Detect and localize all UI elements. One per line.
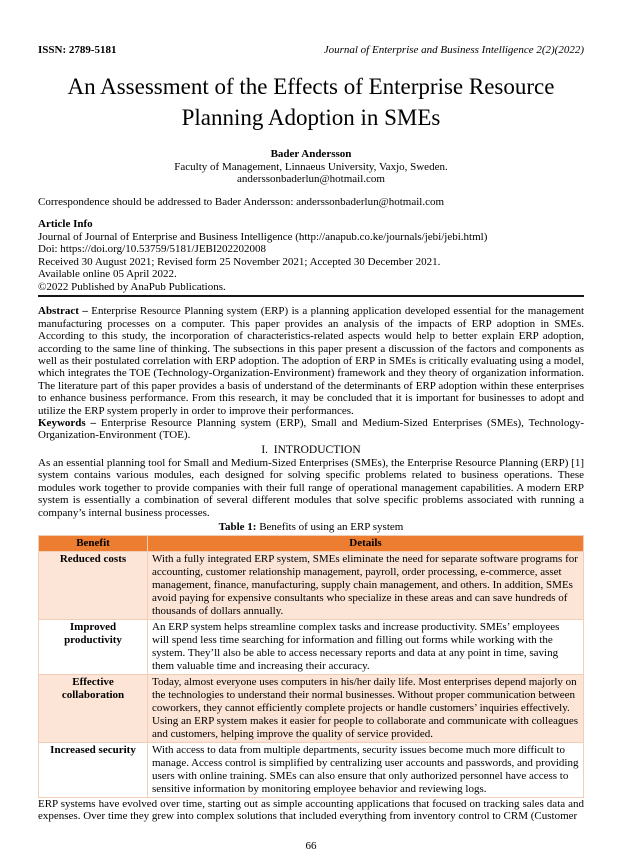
article-info-received-line: Received 30 August 2021; Revised form 25 November 2021; Accepted 30 December 2021.: [38, 255, 441, 268]
section-heading-introduction: I. INTRODUCTION: [261, 443, 361, 456]
separator-rule: [38, 295, 584, 297]
table-header-row: [39, 535, 584, 551]
journal-name: Journal of Enterprise and Business Intelligence 2(2)(2022): [323, 44, 584, 56]
page-number: 66: [305, 840, 317, 852]
benefit-cell: Improved productivity: [39, 619, 148, 674]
keywords-paragraph: [38, 417, 584, 442]
article-info-journal-line: Journal of Journal of Enterprise and Business Intelligence (http://anapub.co.ke/journals/jebi/jebi.html): [38, 230, 488, 243]
abstract-text: Enterprise Resource Planning system (ERP) is a planning application developed essential for the management manufacturing processes on a computer. This paper provides an analysis of the impacts of ERP adoption in SMEs. According to this study, the incorporation of characteristics-related aspects would help to better explain ERP adoption, according to the same line of thinking. The subsections in this paper present a discussion of the factors and components as well as their postulated correlation with ERP adoption. The adoption of ERP in SMEs is critically evaluating using a model, which integrates the TOE (Technology-Organization-Environment) framework and they theory of organization information. The literature part of this paper provides a basis of understand of the determinants of ERP adoption within these enterprises to enhance business performance. From this research, it may be concluded that it is important for businesses to adopt and utilize the ERP system properly in order to improve their performances.: [38, 305, 585, 417]
intro-paragraph: As an essential planning tool for Small and Medium-Sized Enterprises (SMEs), the Enterprise Resource Planning (ERP) [1] system contains various modules, each designed for solving specific problems related to business operations. These modules work together to provide companies with their full range of operational management capabilities. A modern ERP system is essentially a combination of several different modules that solve specific problems associated with running a company’s internal business processes.: [38, 456, 584, 519]
table-caption: [38, 521, 584, 534]
article-info-copyright-line: ©2022 Published by AnaPub Publications.: [38, 280, 226, 293]
correspondence-note: Correspondence should be addressed to Bader Andersson: anderssonbaderlun@hotmail.com: [38, 195, 445, 208]
running-header: [38, 44, 584, 57]
benefits-table: [38, 535, 584, 798]
table-row-improved-productivity: [39, 619, 584, 674]
author-name: Bader Andersson: [270, 148, 352, 161]
article-info-heading: Article Info: [38, 218, 93, 231]
details-cell: Today, almost everyone uses computers in his/her daily life. Most enterprises depend majorly on the technologies to understand their normal businesses. Without proper communication between coworkers, they cannot efficiently complete projects or handle customers’ inquiries effectively. Using an ERP system makes it easier for people to collaborate and communicate with colleagues and customers, helping improve the quality of service provided.: [148, 674, 584, 742]
table-caption-label: Table 1:: [218, 520, 257, 533]
details-cell: An ERP system helps streamline complex tasks and increase productivity. SMEs’ employees will spend less time searching for information and filling out forms while working with the system. They’ll also be able to access necessary reports and data at any point in time, saving them valuable time and increasing their accuracy.: [148, 619, 584, 674]
author-email: anderssonbaderlun@hotmail.com: [237, 173, 385, 186]
article-info-doi-line: Doi: https://doi.org/10.53759/5181/JEBI202202008: [38, 243, 267, 256]
table-caption-text: Benefits of using an ERP system: [256, 520, 404, 533]
abstract-label: Abstract –: [38, 305, 88, 318]
article-info: [38, 218, 584, 293]
column-header-details: Details: [148, 535, 584, 551]
benefit-cell: Reduced costs: [39, 551, 148, 619]
benefit-cell: Increased security: [39, 742, 148, 797]
details-cell: With access to data from multiple departments, security issues become much more difficult to manage. Access control is simplified by centralizing user accounts and passwords, and providing users with online training. SMEs can also ensure that only authorized personnel have access to sensitive information by monitoring employee behavior and reviewing logs.: [148, 742, 584, 797]
page-title: An Assessment of the Effects of Enterprise Resource Planning Adoption in SMEs: [67, 74, 555, 130]
table-row-reduced-costs: [39, 551, 584, 619]
details-cell: With a fully integrated ERP system, SMEs eliminate the need for separate software programs for accounting, customer relationship management, payroll, order processing, e-commerce, asset management, finance, manufacturing, supply chain management, and others. In addition, SMEs avoid paying for expensive consultants who specialize in these areas and can save hundreds of thousands of dollars annually.: [148, 551, 584, 619]
benefit-cell: Effective collaboration: [39, 674, 148, 742]
abstract-paragraph: [38, 305, 584, 417]
author-block: [38, 148, 584, 186]
keywords-text: Enterprise Resource Planning system (ERP), Small and Medium-Sized Enterprises (SMEs), Technology-Organization-Environment (TOE).: [38, 417, 585, 442]
column-header-benefit: Benefit: [39, 535, 148, 551]
keywords-label: Keywords –: [38, 417, 97, 430]
article-info-available-line: Available online 05 April 2022.: [38, 268, 177, 281]
closing-paragraph: ERP systems have evolved over time, starting out as simple accounting applications that focused on tracking sales data and expenses. Over time they grew into complex solutions that included everything from inventory control to CRM (Customer: [38, 797, 584, 823]
issn-label: ISSN: 2789-5181: [38, 44, 117, 56]
author-affiliation: Faculty of Management, Linnaeus University, Vaxjo, Sweden.: [174, 160, 448, 173]
table-row-effective-collaboration: [39, 674, 584, 742]
table-row-increased-security: [39, 742, 584, 797]
